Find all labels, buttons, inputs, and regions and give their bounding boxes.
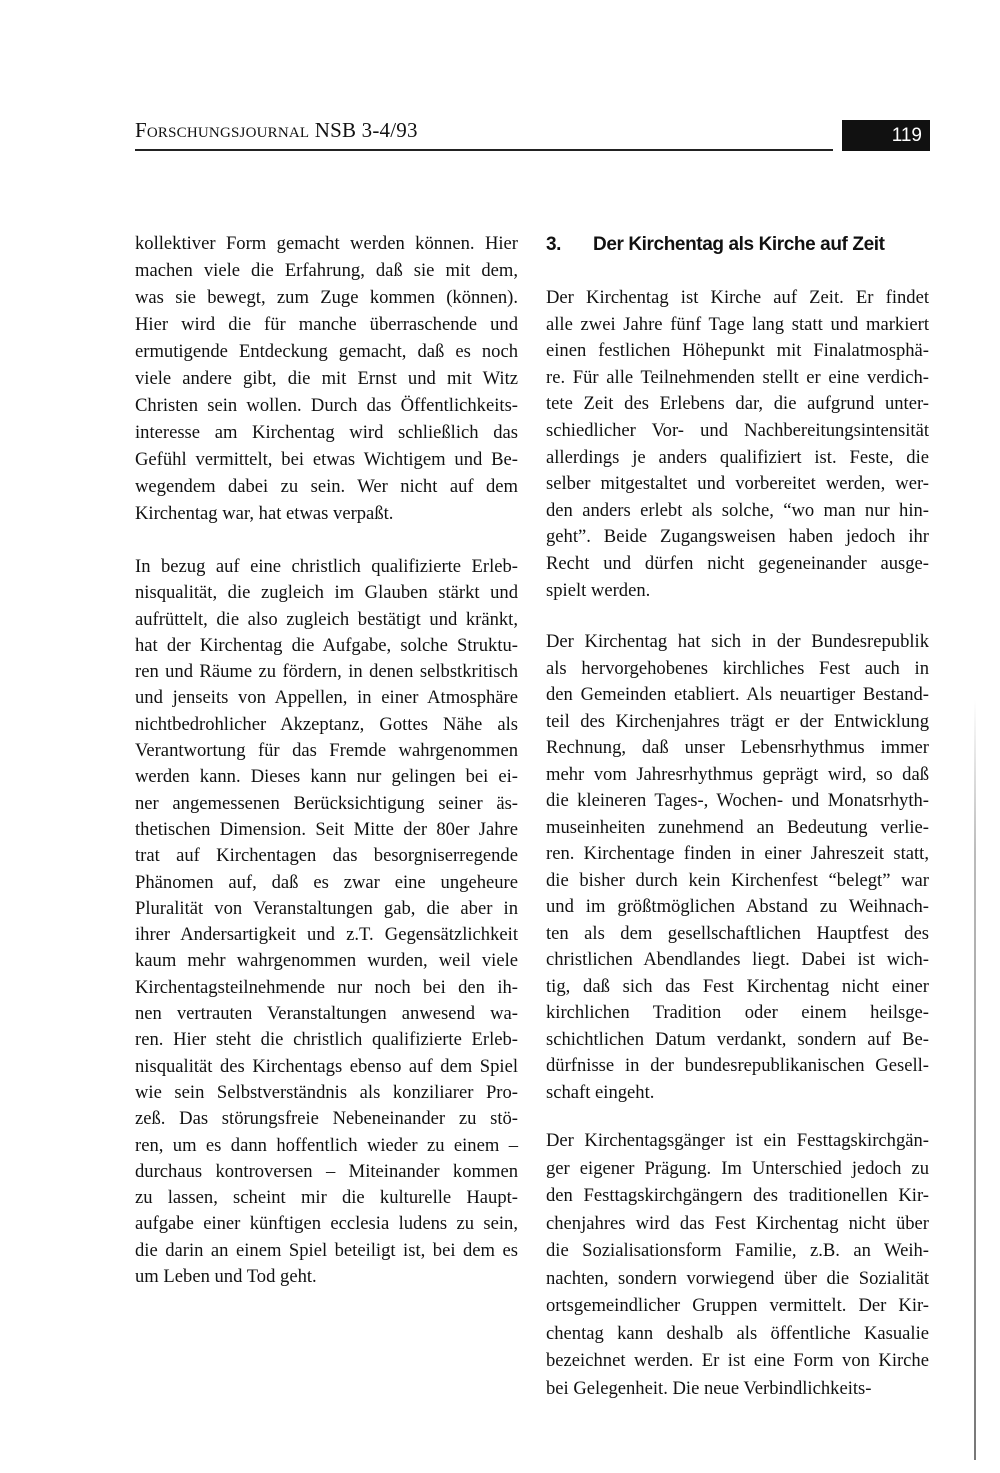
section-title: Der Kirchentag als Kirche auf Zeit — [593, 234, 885, 255]
text-line: Christen sein wollen. Durch das Öffentlichkeits- — [135, 395, 518, 416]
text-line: werden kann. Dieses kann nur gelingen bei ei- — [135, 766, 518, 788]
text-line: Hier wird die für manche überraschende und — [135, 314, 518, 335]
text-line: ren und Räume zu fördern, in denen selbstkritisch — [135, 661, 518, 683]
text-line: christlichen Abendlandes liegt. Dabei ist wich- — [546, 949, 929, 970]
paragraph — [135, 230, 518, 527]
text-line: die bisher durch kein Kirchenfest “belegt” war — [546, 869, 929, 891]
text-line: Der Kirchentag ist Kirche auf Zeit. Er findet — [546, 287, 929, 308]
text-line: alle zwei Jahre fünf Tage lang statt und markiert — [546, 313, 929, 335]
header-rule — [135, 149, 833, 151]
text-line: In bezug auf eine christlich qualifizierte Erleb- — [135, 556, 518, 577]
text-line: den anders erlebt als solche, “wo man nur hin- — [546, 499, 929, 521]
text-line: chenjahres wird das Fest Kirchentag nicht über — [546, 1212, 929, 1234]
text-line: ten als dem gesellschaftlichen Hauptfest des — [546, 922, 929, 944]
text-line: kaum mehr wahrgenommen wurden, weil viele — [135, 950, 518, 972]
text-line: Recht und dürfen nicht gegeneinander ausge- — [546, 552, 929, 574]
text-line: viele andere gibt, die mit Ernst und mit Witz — [135, 368, 518, 389]
text-line: mehr vom Jahresrhythmus geprägt wird, so daß — [546, 763, 929, 785]
text-line: nisqualität, die zugleich im Glauben stärkt und — [135, 582, 518, 604]
text-line: ren. Hier steht die christlich qualifizierte Erleb- — [135, 1029, 518, 1051]
text-line: museinheiten zunehmend an Bedeutung verlie- — [546, 816, 929, 838]
text-line: Phänomen auf, daß es zwar eine ungeheure — [135, 871, 518, 893]
text-line: ermutigende Entdeckung gemacht, daß es noch — [135, 341, 518, 362]
paragraph — [546, 629, 929, 1106]
text-line: kirchlichen Tradition oder einem heilsge- — [546, 1002, 929, 1023]
text-line: und jenseits von Appellen, in einer Atmosphäre — [135, 687, 518, 709]
text-line: ner angemessenen Berücksichtigung seiner äs- — [135, 792, 518, 814]
text-line: Kirchentag war, hat etwas verpaßt. — [135, 503, 394, 524]
text-line: teil des Kirchenjahres trägt er der Entwicklung — [546, 710, 929, 732]
journal-title: Forschungsjournal NSB 3-4/93 — [135, 118, 418, 142]
text-line: was sie bewegt, zum Zuge kommen (können). — [135, 287, 518, 308]
text-line: die Sozialisationsform Familie, z.B. an Weih- — [546, 1240, 929, 1261]
text-line: Rechnung, daß unser Lebensrhythmus immer — [546, 737, 929, 758]
text-line: ger eigener Prägung. Im Unterschied jedoch zu — [546, 1157, 929, 1179]
text-line: nichtbedrohlicher Akzeptanz, Gottes Nähe als — [135, 713, 518, 735]
text-line: wie sein Selbstverständnis als konziliarer Pro- — [135, 1081, 518, 1103]
text-line: tig, daß sich das Fest Kirchentag nicht einer — [546, 975, 929, 997]
paragraph — [546, 285, 929, 604]
text-line: schiedlicher Vor- und Nachbereitungsintensität — [546, 419, 929, 441]
text-line: tete Zeit des Erlebens dar, die aufgrund unter- — [546, 393, 929, 415]
text-line: allerdings je anders qualifiziert ist. Feste, die — [546, 446, 929, 468]
text-line: bei Gelegenheit. Die neue Verbindlichkeits- — [546, 1377, 872, 1399]
text-line: hat der Kirchentag die Aufgabe, solche Struktu- — [135, 634, 518, 656]
text-line: Pluralität von Veranstaltungen gab, die aber in — [135, 897, 518, 919]
text-line: spielt werden. — [546, 579, 651, 601]
text-line: um Leben und Tod geht. — [135, 1266, 317, 1288]
text-line: selber mitgestaltet und vorbereitet werden, wer- — [546, 473, 929, 495]
text-line: nisqualität des Kirchentags ebenso auf dem Spiel — [135, 1055, 518, 1077]
section-heading — [546, 234, 885, 256]
text-line: den Festtagskirchgängern des traditionellen Kir- — [546, 1185, 929, 1206]
text-line: aufrüttelt, die also zugleich bestätigt und kränkt, — [135, 608, 518, 630]
text-line: zeß. Das störungsfreie Nebeneinander zu stö- — [135, 1108, 518, 1130]
text-line: wegendem dabei zu sein. Wer nicht auf dem — [135, 476, 518, 497]
text-line: aufgabe einer künftigen ecclesia ludens zu sein, — [135, 1213, 518, 1235]
text-line: Gefühl vermittelt, bei etwas Wichtigem und Be- — [135, 449, 518, 470]
scan-edge-artifact — [974, 700, 976, 1460]
text-line: machen viele die Erfahrung, daß sie mit dem, — [135, 260, 518, 281]
text-line: Verantwortung für das Fremde wahrgenommen — [135, 740, 518, 762]
text-line: durchaus kontroversen – Miteinander kommen — [135, 1160, 518, 1182]
text-line: re. Für alle Teilnehmenden stellt er eine verdich- — [546, 366, 929, 388]
text-line: bezeichnet werden. Er ist eine Form von Kirche — [546, 1350, 929, 1371]
paragraph — [546, 1127, 929, 1402]
text-line: zu lassen, scheint mir die kulturelle Haupt- — [135, 1187, 518, 1209]
text-line: trat auf Kirchentagen das besorgniserregende — [135, 845, 518, 867]
text-line: einen festlichen Höhepunkt mit Finalatmosphä- — [546, 340, 929, 362]
text-line: Der Kirchentagsgänger ist ein Festtagskirchgän- — [546, 1130, 929, 1151]
text-line: ortsgemeindlicher Gruppen vermittelt. Der Kir- — [546, 1295, 929, 1316]
text-line: ren, um es dann hoffentlich wieder zu einem – — [135, 1134, 518, 1156]
text-line: den Gemeinden etabliert. Als neuartiger Bestand- — [546, 684, 929, 705]
text-line: die darin an einem Spiel beteiligt ist, bei dem es — [135, 1239, 518, 1261]
text-line: Der Kirchentag hat sich in der Bundesrepublik — [546, 631, 929, 652]
text-line: und im größtmöglichen Abstand zu Weihnach- — [546, 896, 929, 917]
text-line: kollektiver Form gemacht werden können. Hier — [135, 233, 518, 254]
text-line: geht”. Beide Zugangsweisen haben jedoch ihr — [546, 526, 929, 548]
text-line: chentag kann deshalb als öffentliche Kasualie — [546, 1322, 929, 1344]
text-line: nachten, sondern vorwiegend über die Sozialität — [546, 1267, 929, 1289]
section-number: 3. — [546, 234, 562, 255]
text-line: als hervorgehobenes kirchliches Fest auch in — [546, 657, 929, 679]
text-line: ren. Kirchentage finden in einer Jahreszeit statt, — [546, 843, 929, 864]
paragraph — [135, 554, 518, 1290]
text-line: die kleineren Tages-, Wochen- und Monatsrhyth- — [546, 790, 929, 811]
text-line: schaft eingeht. — [546, 1081, 655, 1103]
text-line: schichtlichen Datum verdankt, sondern auf Be- — [546, 1028, 929, 1050]
text-line: interesse am Kirchentag wird schließlich das — [135, 422, 518, 443]
text-line: dürfnisse in der bundesrepublikanischen Gesell- — [546, 1055, 929, 1076]
text-line: nen vertrauten Veranstaltungen anwesend wa- — [135, 1003, 518, 1025]
text-line: Kirchentagsteilnehmende nur noch bei den ih- — [135, 976, 518, 998]
text-line: ihrer Andersartigkeit und z.T. Gegensätzlichkeit — [135, 924, 518, 946]
text-line: thetischen Dimension. Seit Mitte der 80er Jahre — [135, 818, 518, 840]
page-number: 119 — [842, 120, 930, 151]
